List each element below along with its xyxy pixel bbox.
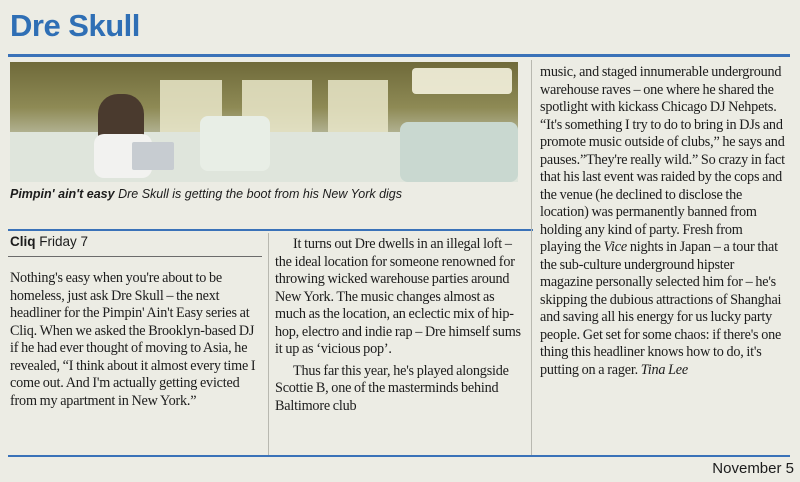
column-separator — [268, 233, 269, 455]
caption-bold: Pimpin' ain't easy — [10, 187, 115, 201]
paragraph: Nothing's easy when you're about to be homeless, just ask Dre Skull – the next headliner for the Pimpin' Ain't Easy series at Cliq. When we asked the Brooklyn-based DJ if he had ever thought of moving to Asia, he revealed, “I think about it almost every time I come out. And I'm actually getting evicted from my apartment in New York.” — [10, 270, 256, 409]
paragraph — [275, 236, 523, 359]
caption-text: Dre Skull is getting the boot from his New York digs — [118, 187, 403, 201]
header-rule — [8, 54, 790, 57]
paragraph-text: music, and staged innumerable underground warehouse raves – one where he shared the spotlight with kickass Chicago DJ Nehpets. “It's something I try to do to bring in DJs and promote music outside of clubs,” he says and pauses.”They're really wild.” So crazy in fact that his last event was raided by the cops and the venue (he declined to disclose the location) was permanently banned from holding any kind of party. Fresh from playing the — [540, 64, 785, 255]
event-date: Friday 7 — [39, 234, 89, 249]
caption-rule — [8, 229, 533, 231]
paragraph-text: nights in Japan – a tour that the sub-culture underground hipster magazine personally selected him for – he's skipping the dubious attractions of Shanghai and saving all his energy for us lucky party people. Get set for some chaos: if there's one thing this headliner knows how to do, it's putting on a rager. — [540, 239, 782, 378]
photo-laptop — [132, 142, 174, 170]
paragraph-text: Thus far this year, he's played alongside Scottie B, one of the masterminds behind Baltimore club — [275, 362, 509, 414]
column-separator — [531, 60, 532, 455]
article-photo — [10, 62, 518, 182]
venue-name: Cliq — [10, 234, 36, 249]
magazine-name: Vice — [603, 239, 627, 255]
article-column-1 — [10, 270, 264, 410]
byline: Tina Lee — [640, 361, 688, 378]
event-info — [10, 234, 88, 250]
article-column-3 — [540, 64, 785, 379]
photo-lamp — [412, 68, 512, 94]
event-info-rule — [8, 256, 262, 257]
article-column-2 — [275, 236, 523, 415]
paragraph — [540, 64, 785, 379]
photo-cushion — [400, 122, 518, 182]
photo-caption — [10, 187, 525, 202]
paragraph-text: It turns out Dre dwells in an illegal loft – the ideal location for someone renowned for throwing wicked warehouse parties around New York. The music changes almost as much as the location, an eclectic mix of hip-hop, electro and indie rap – Dre himself sums it up as ‘vicious pop’. — [275, 236, 521, 357]
photo-cushion — [200, 116, 270, 171]
paragraph — [275, 363, 523, 416]
footer-date: November 5 — [712, 460, 794, 477]
footer-rule — [8, 455, 790, 457]
article-title: Dre Skull — [10, 8, 140, 43]
